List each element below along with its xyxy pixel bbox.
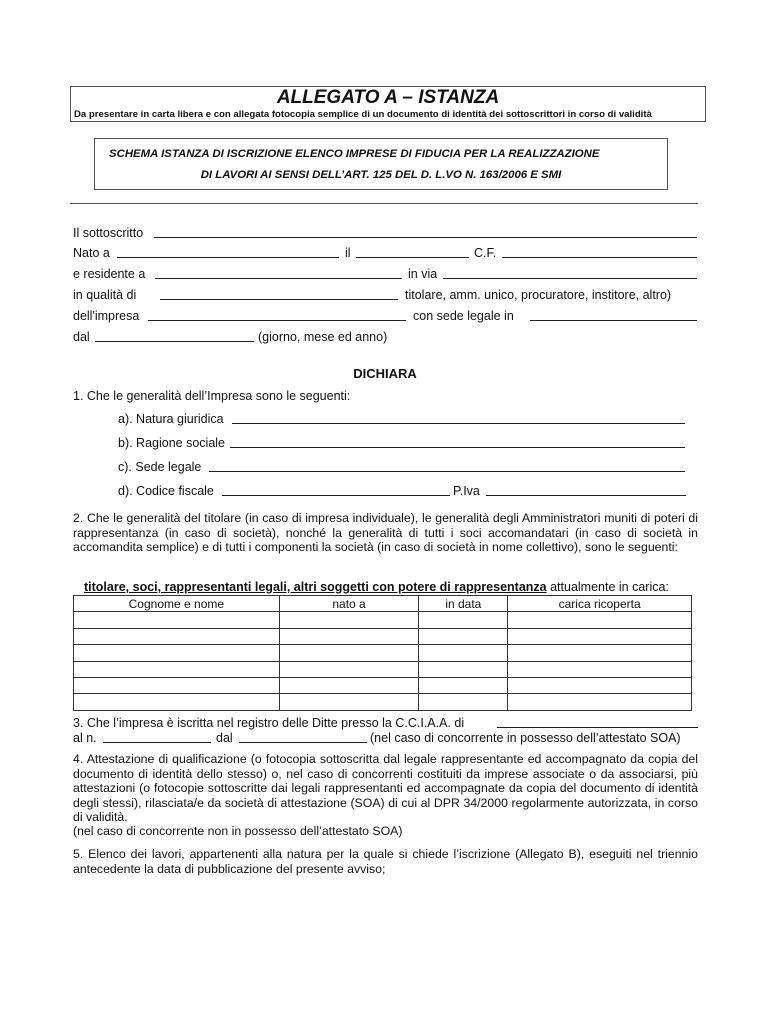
label-in-via: in via [408,267,438,281]
table-cell[interactable] [419,677,508,693]
divider [70,203,698,204]
schema-line-1: SCHEMA ISTANZA DI ISCRIZIONE ELENCO IMPRESE DI FIDUCIA PER LA REALIZZAZIONE [109,148,600,160]
label-codice-fiscale: d). Codice fiscale [118,484,214,498]
field-data-iscrizione[interactable] [239,731,367,743]
label-sede-legale: con sede legale in [413,309,514,323]
field-impresa[interactable] [148,309,406,321]
table-cell[interactable] [508,628,692,644]
table-cell[interactable] [279,612,419,628]
label-dal-iscrizione: dal [216,731,233,745]
label-al-n: al n. [73,731,97,745]
field-sede-legale-impresa[interactable] [209,460,685,472]
table-cell[interactable] [508,612,692,628]
label-impresa: dell'impresa [73,309,140,323]
table-row [74,612,692,628]
field-sede-legale[interactable] [530,309,697,321]
label-qualita: in qualità di [73,288,137,302]
table-row [74,661,692,677]
label-natura-giuridica: a). Natura giuridica [118,412,224,426]
field-cf[interactable] [502,246,697,258]
table-cell[interactable] [74,694,280,710]
col-in-data: in data [419,596,508,612]
field-natura-giuridica[interactable] [232,412,685,424]
section2-heading-rest: attualmente in carica: [546,580,669,594]
document-title: ALLEGATO A – ISTANZA [276,87,500,108]
table-header-row [74,596,692,612]
table-cell[interactable] [74,612,280,628]
field-data-nascita[interactable] [356,246,469,258]
label-cf: C.F. [474,246,497,260]
label-dal: dal [73,330,90,344]
table-cell[interactable] [419,694,508,710]
field-nato-a[interactable] [117,246,339,258]
label-qualita-opzioni: titolare, amm. unico, procuratore, institore, altro) [405,288,672,302]
table-row [74,694,692,710]
section3-line1: 3. Che l’impresa è iscritta nel registro delle Ditte presso la C.C.I.A.A. di [73,716,465,730]
section2-heading [84,579,669,595]
table-row [74,645,692,661]
table-cell[interactable] [419,612,508,628]
field-sottoscritto[interactable] [154,226,697,238]
table-cell[interactable] [508,677,692,693]
section5-text: 5. Elenco dei lavori, appartenenti alla natura per la quale si chiede l’iscrizione (Allegato B), eseguiti nel triennio antecedente la data di pubblicazione del presente avviso; [73,847,698,876]
label-nato-a: Nato a [73,246,110,260]
field-qualita[interactable] [160,288,398,300]
schema-line-2: DI LAVORI AI SENSI DELL’ART. 125 DEL D. L.VO N. 163/2006 E SMI [200,169,562,181]
label-il: il [345,246,351,260]
section1-intro: 1. Che le generalità dell’Impresa sono le seguenti: [73,389,351,403]
label-piva: P.Iva [453,484,480,498]
label-sottoscritto: Il sottoscritto [73,226,144,240]
section2-text: 2. Che le generalità del titolare (in caso di impresa individuale), le generalità degli Amministratori muniti di poteri di rappresentanza (in caso di società), nonché la generalità di tutti i soci accomandatari (in caso di società in accomandita semplice) e di tutti i componenti la società (in caso di società in nome collettivo), sono le seguenti: [73,511,698,554]
section3-note: (nel caso di concorrente in possesso dell’attestato SOA) [370,731,681,745]
table-row [74,677,692,693]
document-subtitle: Da presentare in carta libera e con allegata fotocopia semplice di un documento di identità dei sottoscrittori in corso di validità [74,109,652,120]
section2-heading-bold: titolare, soci, rappresentanti legali, altri soggetti con potere di rappresentanza [84,580,547,594]
table-cell[interactable] [419,628,508,644]
table-cell[interactable] [508,645,692,661]
field-codice-fiscale[interactable] [222,484,450,496]
table-cell[interactable] [419,645,508,661]
table-cell[interactable] [279,645,419,661]
label-data-hint: (giorno, mese ed anno) [258,330,388,344]
table-cell[interactable] [74,645,280,661]
table-cell[interactable] [279,677,419,693]
field-cciaa[interactable] [497,716,698,728]
table-cell[interactable] [279,661,419,677]
table-cell[interactable] [279,694,419,710]
table-row [74,628,692,644]
table-cell[interactable] [74,628,280,644]
col-carica: carica ricoperta [508,596,692,612]
field-residente[interactable] [155,267,402,279]
table-cell[interactable] [74,661,280,677]
section4-note: (nel caso di concorrente non in possesso dell’attestato SOA) [73,824,403,838]
soggetti-table [73,595,692,711]
table-cell[interactable] [419,661,508,677]
section4-text: 4. Attestazione di qualificazione (o fotocopia sottoscritta dal legale rappresentante ed accompagnato da copia del documento di identità dello stesso) o, nel caso di concorrenti costituiti da imprese associate o da associarsi, più attestazioni (o fotocopie sottoscritte dai legali rappresentanti ed accompagnate da copia del documento di identità degli stessi), rilasciata/e da società di attestazione (SOA) di cui al DPR 34/2000 regolarmente autorizzata, in corso di validità. [73,752,698,824]
col-nato-a: nato a [279,596,419,612]
label-sede-legale-impresa: c). Sede legale [118,460,202,474]
field-piva[interactable] [486,484,686,496]
table-cell[interactable] [508,694,692,710]
field-dal[interactable] [95,330,254,342]
table-cell[interactable] [508,661,692,677]
dichiara-heading: DICHIARA [353,366,417,381]
field-ragione-sociale[interactable] [230,436,685,448]
header-box [70,86,706,122]
field-numero-iscrizione[interactable] [103,731,211,743]
table-cell[interactable] [279,628,419,644]
label-residente: e residente a [73,267,146,281]
schema-box [94,138,668,190]
table-cell[interactable] [74,677,280,693]
col-cognome-nome: Cognome e nome [74,596,280,612]
label-ragione-sociale: b). Ragione sociale [118,436,226,450]
field-via[interactable] [443,267,697,279]
